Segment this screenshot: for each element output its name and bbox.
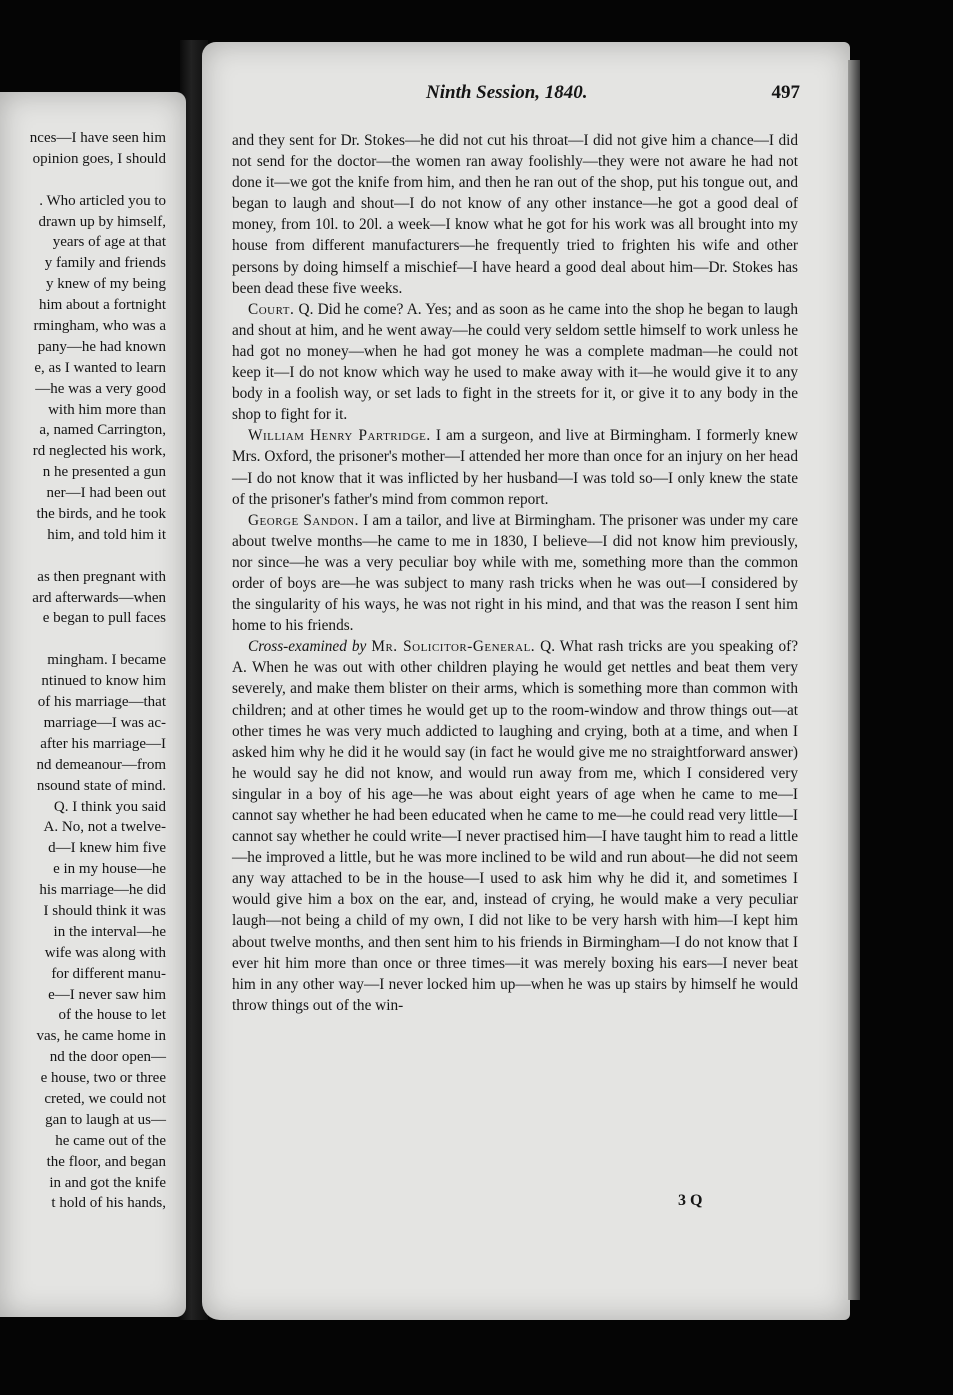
paragraph-text: I am a surgeon, and live at Birmingham. I formerly knew Mrs. Oxford, the prisoner's mother—I attended her more than once for an injury on her head—I do not know that it was inflicted by her husband—I was told so—I only knew the state of the prisoner's father's mind from common report. [232, 427, 798, 508]
left-page-line: I should think it was [43, 902, 166, 919]
left-page-line: as then pregnant with [37, 568, 166, 585]
left-page-line: opinion goes, I should [32, 150, 166, 167]
left-page-line: him about a fortnight [38, 297, 166, 314]
left-page-line: n he presented a gun [42, 464, 166, 481]
left-page-line: marriage—I was ac- [43, 714, 166, 731]
speaker-name: William Henry Partridge. [248, 427, 431, 445]
left-page-line: vas, he came home in [36, 1028, 166, 1045]
left-page-line [0, 546, 166, 567]
page-number: 497 [771, 82, 800, 103]
left-page-line: drawn up by himself, [38, 213, 166, 230]
left-page-line [0, 170, 166, 191]
left-page-line: years of age at that [52, 234, 166, 251]
left-page-line: the birds, and he took [36, 506, 166, 523]
page-body [232, 130, 798, 1016]
paragraph-court [232, 299, 798, 426]
left-page-line: of his marriage—that [37, 694, 166, 711]
left-page-line: pany—he had known [37, 338, 166, 355]
left-page-line: rmingham, who was a [33, 318, 166, 335]
signature-mark: 3 Q [678, 1192, 703, 1209]
left-page-line: for different manu- [51, 965, 166, 982]
left-page-line: e, as I wanted to learn [34, 359, 166, 376]
cross-examined-lead: Cross-examined by [248, 638, 367, 656]
left-page-line: in and got the knife [49, 1174, 166, 1191]
speaker-name: Mr. Solicitor-General. [371, 638, 536, 656]
paragraph-text: Q. Did he come? A. Yes; and as soon as he came into the shop he began to laugh and shout at him, and he went away—he could very seldom settle himself to work unless he had got no money—when he had got money he was a complete madman—he could not keep it—I do not know which way he used to make away with it—he would give it to any body in a foolish way, or set lads to fight in the streets for it, or give it to any body in the shop to fight for it. [232, 300, 798, 424]
left-page-line: e—I never saw him [48, 986, 166, 1003]
left-page-line: A. No, not a twelve- [43, 819, 166, 836]
left-page-line: nsound state of mind. [36, 777, 166, 794]
left-page-line: after his marriage—I [40, 735, 166, 752]
left-page-text [0, 128, 166, 1214]
left-page-line: him, and told him it [47, 526, 166, 543]
left-page-line: e began to pull faces [42, 610, 166, 627]
left-page-line: . Who articled you to [39, 192, 166, 209]
left-page-line [0, 629, 166, 650]
left-page-line: ard afterwards—when [32, 589, 166, 606]
paragraph-cross-examination [232, 636, 798, 1016]
left-page-line: with him more than [48, 401, 166, 418]
paragraph-text: Q. What rash tricks are you speaking of? A. When he was out with other children playing he would get nettles and beat them very severely, and make them blister on their arms, which is something more than common with children; and at other times he would get up to the room-window and throw things out—at other times he was very much addicted to laughing and crying, both at a time, and when I asked him why he did it he would say (in fact he would give me no straightforward answer) he would say he did not know, and would run away from me, which I considered very singular in a boy of his age—he was about eight years of age when he came to me—I cannot say whether he had been educated when he came to me—he could read very little—I cannot say whether he could write—I never practised him—I have taught him to read a little—he improved a little, but he was more inclined to be wild and run about—he did not seem any way attached to be in the house—I used to ask him why he did it, and sometimes I would give him a box on the ear, and, instead of crying, he would make a very peculiar laugh—not being a child of my own, I did not like to be very harsh with him—I kept him about twelve months, and then sent him to his friends in Birmingham—I do not know that I ever hit him more than once or three times—it was merely boxing his ears—I never beat him in any other way—I never locked him up—when he was up stairs by himself he would throw things out of the win- [232, 638, 798, 1014]
left-page-line: nd the door open— [49, 1049, 166, 1066]
left-page-line: ner—I had been out [46, 485, 166, 502]
left-page-line: e house, two or three [40, 1070, 166, 1087]
left-page-line: nd demeanour—from [36, 756, 166, 773]
left-page-line: creted, we could not [44, 1090, 166, 1107]
left-page-line: wife was along with [44, 944, 166, 961]
left-page-line: in the interval—he [53, 923, 166, 940]
speaker-name: Court. [248, 300, 295, 318]
left-page-line: y family and friends [44, 255, 166, 272]
running-header [202, 82, 850, 110]
left-page [0, 92, 186, 1317]
right-page [202, 42, 850, 1320]
left-page-line: t hold of his hands, [51, 1195, 166, 1212]
left-page-line: of the house to let [58, 1007, 166, 1024]
left-page-line: ntinued to know him [41, 673, 166, 690]
left-page-line: he came out of the [55, 1132, 166, 1149]
left-page-line: mingham. I became [47, 652, 166, 669]
left-page-line: Q. I think you said [53, 798, 166, 815]
left-page-line: —he was a very good [35, 380, 166, 397]
header-title: Ninth Session, 1840. [426, 82, 588, 103]
paragraph-sandon [232, 510, 798, 637]
paragraph-text: and they sent for Dr. Stokes—he did not cut his throat—I did not give him a chance—I did not send for the doctor—the women ran away foolishly—they were not aware he had not done it—we got the knife from him, and then he ran out of the shop, put his tongue out, and began to laugh and shout—I do not know of any other instance—he got a good deal of money, from 10l. to 20l. a week—I know what he got for his work was all brought into my house from different manufacturers—he frequently tried to frighten his wife and other persons by doing himself a mischief—I have heard a good deal about him—Dr. Stokes has been dead these five weeks. [232, 132, 798, 297]
left-page-line: y knew of my being [46, 276, 166, 293]
left-page-line: e in my house—he [53, 861, 166, 878]
speaker-name: George Sandon. [248, 511, 359, 529]
left-page-line: d—I knew him five [48, 840, 166, 857]
left-page-line: his marriage—he did [39, 882, 166, 899]
page-edge [848, 60, 860, 1300]
left-page-line: the floor, and began [46, 1153, 166, 1170]
paragraph-continuation [232, 130, 798, 299]
left-page-line: a, named Carrington, [39, 422, 166, 439]
paragraph-text: I am a tailor, and live at Birmingham. The prisoner was under my care about twelve months—he came to me in 1830, I believe—I did not know him previously, nor since—he was a very peculiar boy while with me, something more than the common order of boys are—he was subject to many rash tricks when he was out—I considered by the singularity of his ways, he was not right in his mind, and that was the reason I sent him home to his friends. [232, 511, 798, 635]
left-page-line: gan to laugh at us— [45, 1111, 166, 1128]
left-page-line: rd neglected his work, [32, 443, 166, 460]
left-page-line: nces—I have seen him [29, 130, 166, 146]
paragraph-partridge [232, 425, 798, 509]
